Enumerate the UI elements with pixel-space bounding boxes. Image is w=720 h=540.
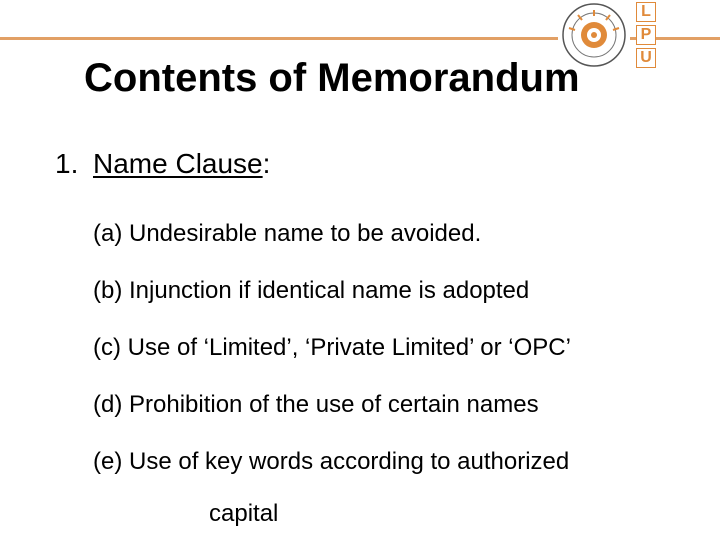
- logo-letter-stack: [636, 2, 658, 68]
- logo-letter-p: P: [636, 25, 656, 45]
- slide-title: Contents of Memorandum: [84, 56, 580, 100]
- heading-number: 1.: [55, 148, 79, 179]
- heading-label: Name Clause: [93, 148, 263, 179]
- heading-suffix: :: [262, 148, 271, 179]
- list-item-a: (a) Undesirable name to be avoided.: [93, 220, 482, 247]
- logo-letter-u: U: [636, 48, 656, 68]
- list-item-c: (c) Use of ‘Limited’, ‘Private Limited’ or ‘OPC’: [93, 334, 571, 361]
- section-heading: [55, 144, 270, 184]
- list-item-e-continuation: capital: [209, 500, 279, 527]
- list-item-e: (e) Use of key words according to authorized: [93, 448, 570, 475]
- logo-letter-l: L: [636, 2, 656, 22]
- list-item-b: (b) Injunction if identical name is adopted: [93, 277, 530, 304]
- list-item-d: (d) Prohibition of the use of certain names: [93, 391, 539, 418]
